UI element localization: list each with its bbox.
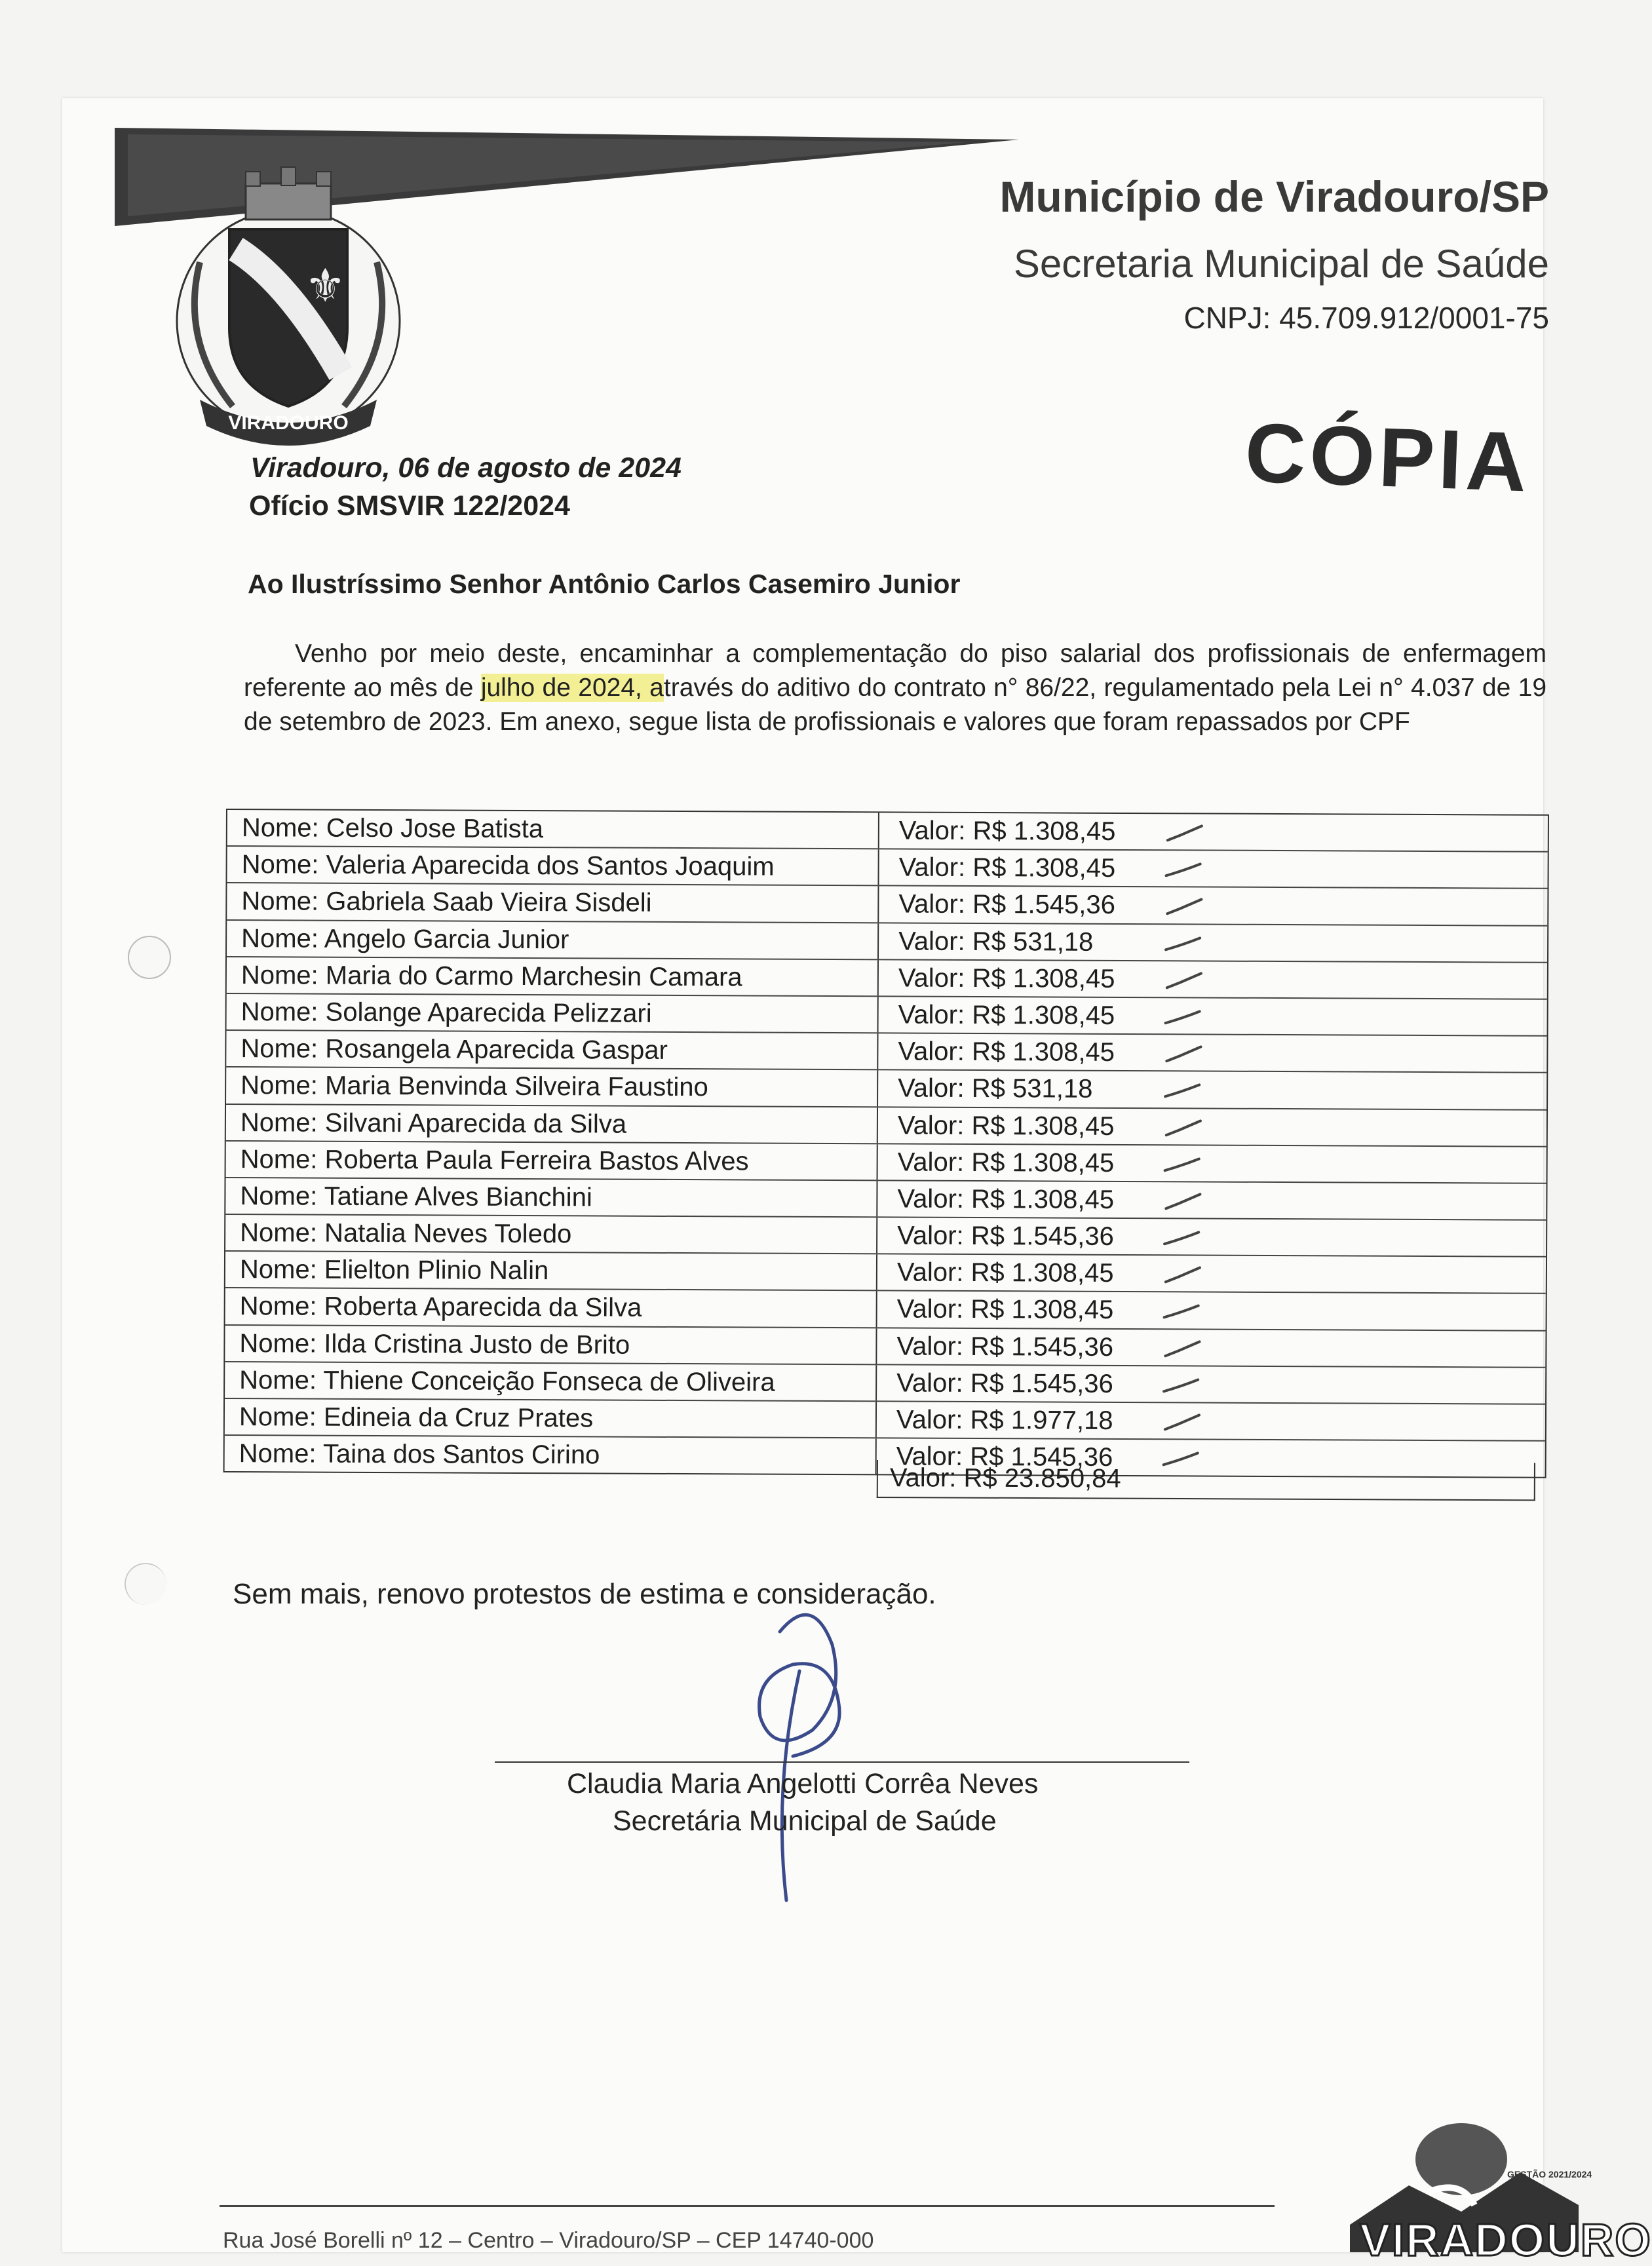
payment-value [878, 1071, 1546, 1109]
signature-line [495, 1761, 1189, 1763]
payment-value-text: Valor: R$ 1.308,45 [898, 1000, 1115, 1030]
table-row [225, 1288, 1546, 1331]
table-row [226, 1031, 1546, 1073]
employee-name: Nome: Elielton Plinio Nalin [225, 1252, 877, 1290]
payment-value-text: Valor: R$ 1.545,36 [897, 1221, 1114, 1251]
payment-value [879, 997, 1547, 1035]
table-row [227, 810, 1548, 853]
footer-brand: VIRADOURO [1360, 2214, 1652, 2265]
letter-body [244, 637, 1546, 739]
employee-name: Nome: Thiene Conceição Fonseca de Oliveira [225, 1362, 877, 1401]
checkmark-icon [1161, 893, 1213, 919]
employee-name: Nome: Roberta Aparecida da Silva [225, 1288, 877, 1327]
payment-value-text: Valor: R$ 1.977,18 [896, 1405, 1113, 1435]
footer-divider [220, 2205, 1275, 2207]
body-highlight: julho de 2024, a [480, 674, 664, 702]
copy-stamp: CÓPIA [1243, 406, 1532, 510]
table-row [227, 994, 1547, 1037]
employee-name: Nome: Roberta Paula Ferreira Bastos Alves [226, 1142, 878, 1180]
letter-reference: Ofício SMSVIR 122/2024 [249, 490, 570, 522]
table-row [225, 1326, 1545, 1368]
payment-value [877, 1181, 1546, 1219]
payment-value [877, 1218, 1546, 1256]
employee-name: Nome: Taina dos Santos Cirino [225, 1436, 877, 1474]
payment-value-text: Valor: R$ 1.308,45 [897, 1184, 1115, 1214]
table-row [227, 847, 1548, 889]
table-row [226, 1142, 1546, 1184]
payment-value [879, 887, 1547, 925]
table-row [227, 957, 1547, 1000]
employee-name: Nome: Maria do Carmo Marchesin Camara [227, 957, 879, 996]
payments-table [223, 809, 1549, 1478]
payment-value-text: Valor: R$ 1.308,45 [897, 1147, 1115, 1178]
letter-date: Viradouro, 06 de agosto de 2024 [250, 452, 682, 484]
payment-value [877, 1402, 1545, 1440]
checkmark-icon [1160, 1151, 1212, 1177]
checkmark-icon [1159, 1187, 1212, 1214]
table-row [225, 1178, 1546, 1221]
checkmark-icon [1161, 930, 1213, 956]
table-row [225, 1362, 1545, 1405]
checkmark-icon [1161, 819, 1214, 845]
employee-name: Nome: Gabriela Saab Vieira Sisdeli [227, 883, 879, 922]
closing-line: Sem mais, renovo protestos de estima e consideração. [233, 1578, 936, 1610]
payment-value [878, 1144, 1546, 1183]
table-row [227, 921, 1547, 963]
employee-name: Nome: Celso Jose Batista [227, 810, 879, 849]
employee-name: Nome: Natalia Neves Toledo [225, 1215, 877, 1254]
total-value: Valor: R$ 23.850,84 [877, 1460, 1535, 1501]
employee-name: Nome: Silvani Aparecida da Silva [226, 1105, 878, 1143]
body-part-1: Venho por meio deste, encaminhar a complementação do piso salarial dos profissionais de enfermagem referente ao mês de [244, 640, 1546, 702]
payment-value-text: Valor: R$ 1.308,45 [897, 1110, 1115, 1141]
employee-name: Nome: Maria Benvinda Silveira Faustino [226, 1067, 878, 1106]
employee-name: Nome: Edineia da Cruz Prates [225, 1399, 877, 1438]
checkmark-icon [1160, 1040, 1212, 1066]
table-row [225, 1215, 1546, 1258]
payment-value [879, 923, 1547, 962]
checkmark-icon [1160, 1114, 1212, 1140]
table-row [226, 1067, 1546, 1110]
table-row [225, 1252, 1546, 1294]
employee-name: Nome: Valeria Aparecida dos Santos Joaquim [227, 847, 879, 885]
footer-address: Rua José Borelli nº 12 – Centro – Viradouro/SP – CEP 14740-000 [223, 2228, 874, 2253]
footer-gestao-text: GESTÃO 2021/2024 [1507, 2169, 1592, 2180]
payment-value [877, 1328, 1545, 1367]
body-part-2: través do aditivo do contrato n° 86/22, regulamentado pela Lei n° 4.037 de 19 de setembro de 2023. Em anexo, segue lista de profissionais e valores que foram repassados por CPF [244, 674, 1547, 736]
checkmark-icon [1161, 1003, 1213, 1029]
payment-value [877, 1255, 1546, 1294]
payment-value [877, 1292, 1546, 1330]
cnpj-number: CNPJ: 45.709.912/0001-75 [1183, 301, 1549, 335]
city-crest [174, 157, 403, 439]
payment-value-text: Valor: R$ 1.308,45 [898, 1037, 1115, 1067]
payment-value-text: Valor: R$ 1.308,45 [896, 1294, 1114, 1325]
checkmark-icon [1161, 967, 1213, 993]
checkmark-icon [1159, 1261, 1212, 1287]
payment-value-text: Valor: R$ 1.308,45 [898, 853, 1116, 883]
payment-value-text: Valor: R$ 1.545,36 [896, 1368, 1113, 1398]
table-row [227, 883, 1547, 926]
handwritten-signature [734, 1592, 904, 1900]
signer-role: Secretária Municipal de Saúde [613, 1805, 997, 1837]
checkmark-icon [1159, 1298, 1212, 1324]
punch-hole-top [128, 936, 171, 979]
employee-name: Nome: Solange Aparecida Pelizzari [227, 994, 879, 1033]
payment-value [877, 1365, 1545, 1404]
punch-hole-bottom [125, 1563, 166, 1605]
table-row [225, 1399, 1545, 1442]
payment-value-text: Valor: R$ 1.545,36 [896, 1332, 1114, 1362]
payment-value [879, 813, 1548, 851]
payment-value [879, 960, 1547, 999]
employee-name: Nome: Ilda Cristina Justo de Brito [225, 1326, 877, 1364]
municipality-title: Município de Viradouro/SP [999, 172, 1549, 221]
payment-value-text: Valor: R$ 1.545,36 [898, 889, 1116, 920]
payment-value [878, 1033, 1546, 1072]
employee-name: Nome: Tatiane Alves Bianchini [225, 1178, 877, 1217]
employee-name: Nome: Angelo Garcia Junior [227, 921, 879, 959]
payment-value-text: Valor: R$ 1.308,45 [896, 1258, 1114, 1288]
checkmark-icon [1159, 1335, 1211, 1361]
checkmark-icon [1159, 1224, 1212, 1250]
checkmark-icon [1160, 1077, 1212, 1104]
signer-name: Claudia Maria Angelotti Corrêa Neves [567, 1768, 1039, 1799]
letter-addressee: Ao Ilustríssimo Senhor Antônio Carlos Casemiro Junior [248, 569, 961, 599]
table-row [226, 1105, 1546, 1147]
secretariat-subtitle: Secretaria Municipal de Saúde [1013, 242, 1549, 286]
payment-value-text: Valor: R$ 531,18 [898, 927, 1094, 957]
payment-value-text: Valor: R$ 1.545,36 [896, 1442, 1113, 1472]
crest-ribbon-text: VIRADOURO [228, 412, 349, 434]
checkmark-icon [1159, 1408, 1211, 1434]
svg-text:⚜: ⚜ [305, 259, 346, 313]
checkmark-icon [1161, 856, 1214, 882]
payment-value [879, 850, 1548, 889]
payment-value-text: Valor: R$ 1.308,45 [898, 963, 1115, 993]
payment-value-text: Valor: R$ 1.308,45 [898, 816, 1116, 846]
payment-value-text: Valor: R$ 531,18 [898, 1073, 1093, 1104]
employee-name: Nome: Rosangela Aparecida Gaspar [226, 1031, 878, 1069]
checkmark-icon [1159, 1372, 1211, 1398]
payment-value [878, 1107, 1546, 1146]
